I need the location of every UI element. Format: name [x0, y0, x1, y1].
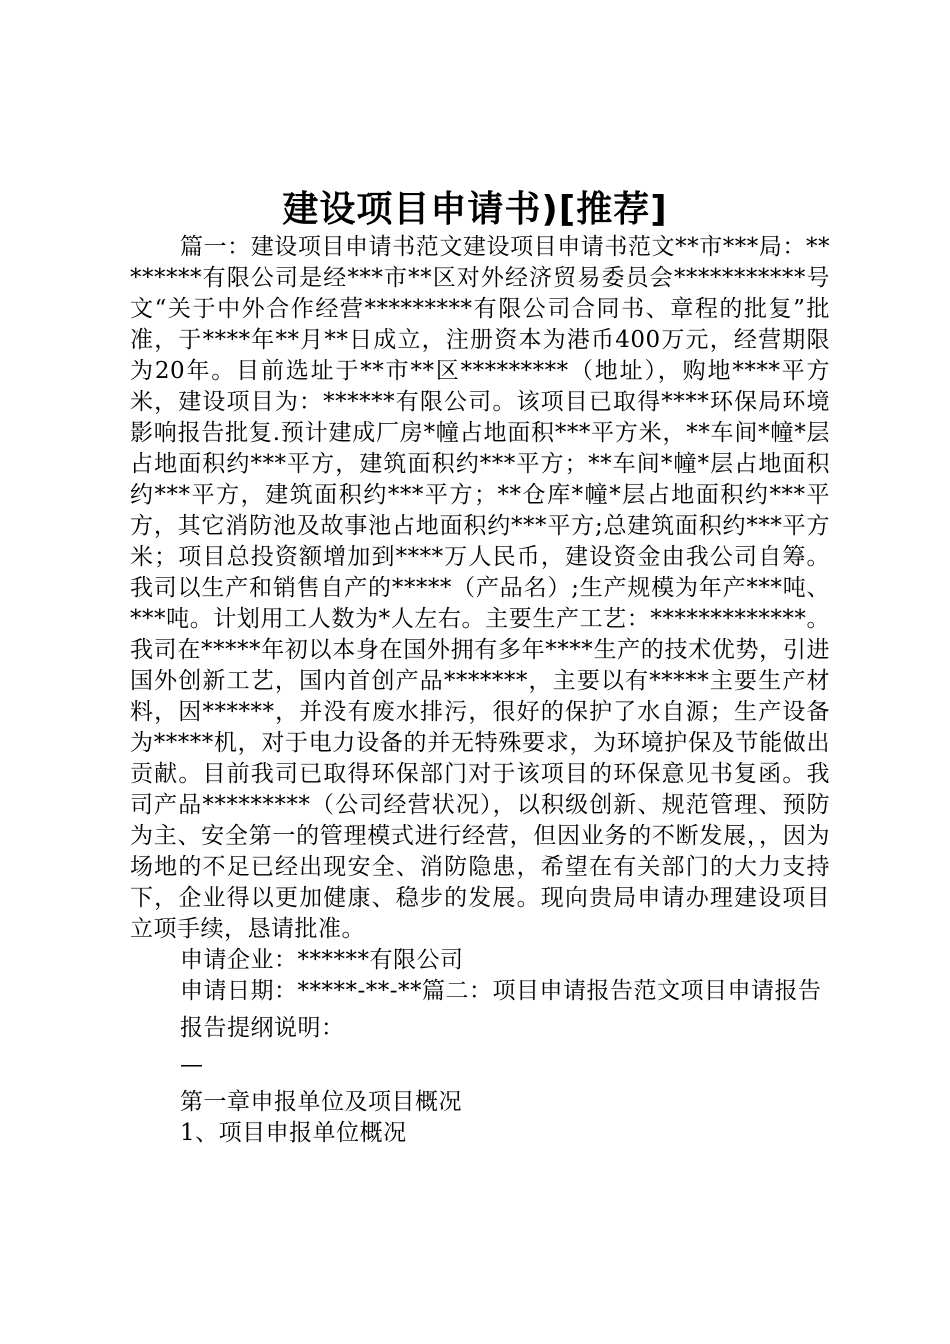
application-date-paragraph: 申请日期：*****-**-**篇二：项目申请报告范文项目申请报告: [180, 978, 822, 1004]
dash-line: —: [180, 1052, 204, 1078]
section-heading: 1、项目申报单位概况: [180, 1120, 407, 1146]
paragraph-main: 篇一：建设项目申请书范文建设项目申请书范文**市***局：********有限公司是经***市**区对外经济贸易委员会***********号文“关于中外合作经营*********有限公司合同书、章程的批复”批准，于****年**月**日成立，注册资本为港币400万元，经营期限为20年。目前选址于**市**区*********（地址），购地****平方米，建设项目为：******有限公司。该项目已取得****环保局环境影响报告批复.预计建成厂房*幢占地面积***平方米，**车间*幢*层占地面积约***平方，建筑面积约***平方；**车间*幢*层占地面积约***平方，建筑面积约***平方；**仓库*幢*层占地面积约***平方，其它消防池及故事池占地面积约***平方;总建筑面积约***平方米；项目总投资额增加到****万人民币，建设资金由我公司自筹。我司以生产和销售自产的*****（产品名）;生产规模为年产***吨、***吨。计划用工人数为*人左右。主要生产工艺：*************。我司在*****年初以本身在国外拥有多年****生产的技术优势，引进国外创新工艺，国内首创产品*******，主要以有*****主要生产材料，因******，并没有废水排污，很好的保护了水自源；生产设备为*****机，对于电力设备的并无特殊要求，为环境护保及节能做出贡献。目前我司已取得环保部门对于该项目的环保意见书复函。我司产品*********（公司经营状况），以积级创新、规范管理、预防为主、安全第一的管理模式进行经营，但因业务的不断发展，，因为场地的不足已经出现安全、消防隐患，希望在有关部门的大力支持下，企业得以更加健康、稳步的发展。现向贵局申请办理建设项目立项手续，恳请批准。: [130, 234, 830, 942]
outline-heading: 报告提纲说明：: [180, 1015, 345, 1041]
document-body: [130, 232, 830, 1149]
document-title: 建设项目申请书)[推荐]: [282, 189, 668, 230]
applicant-line: 申请企业：******有限公司: [180, 947, 464, 973]
chapter-heading: 第一章申报单位及项目概况: [180, 1089, 462, 1115]
